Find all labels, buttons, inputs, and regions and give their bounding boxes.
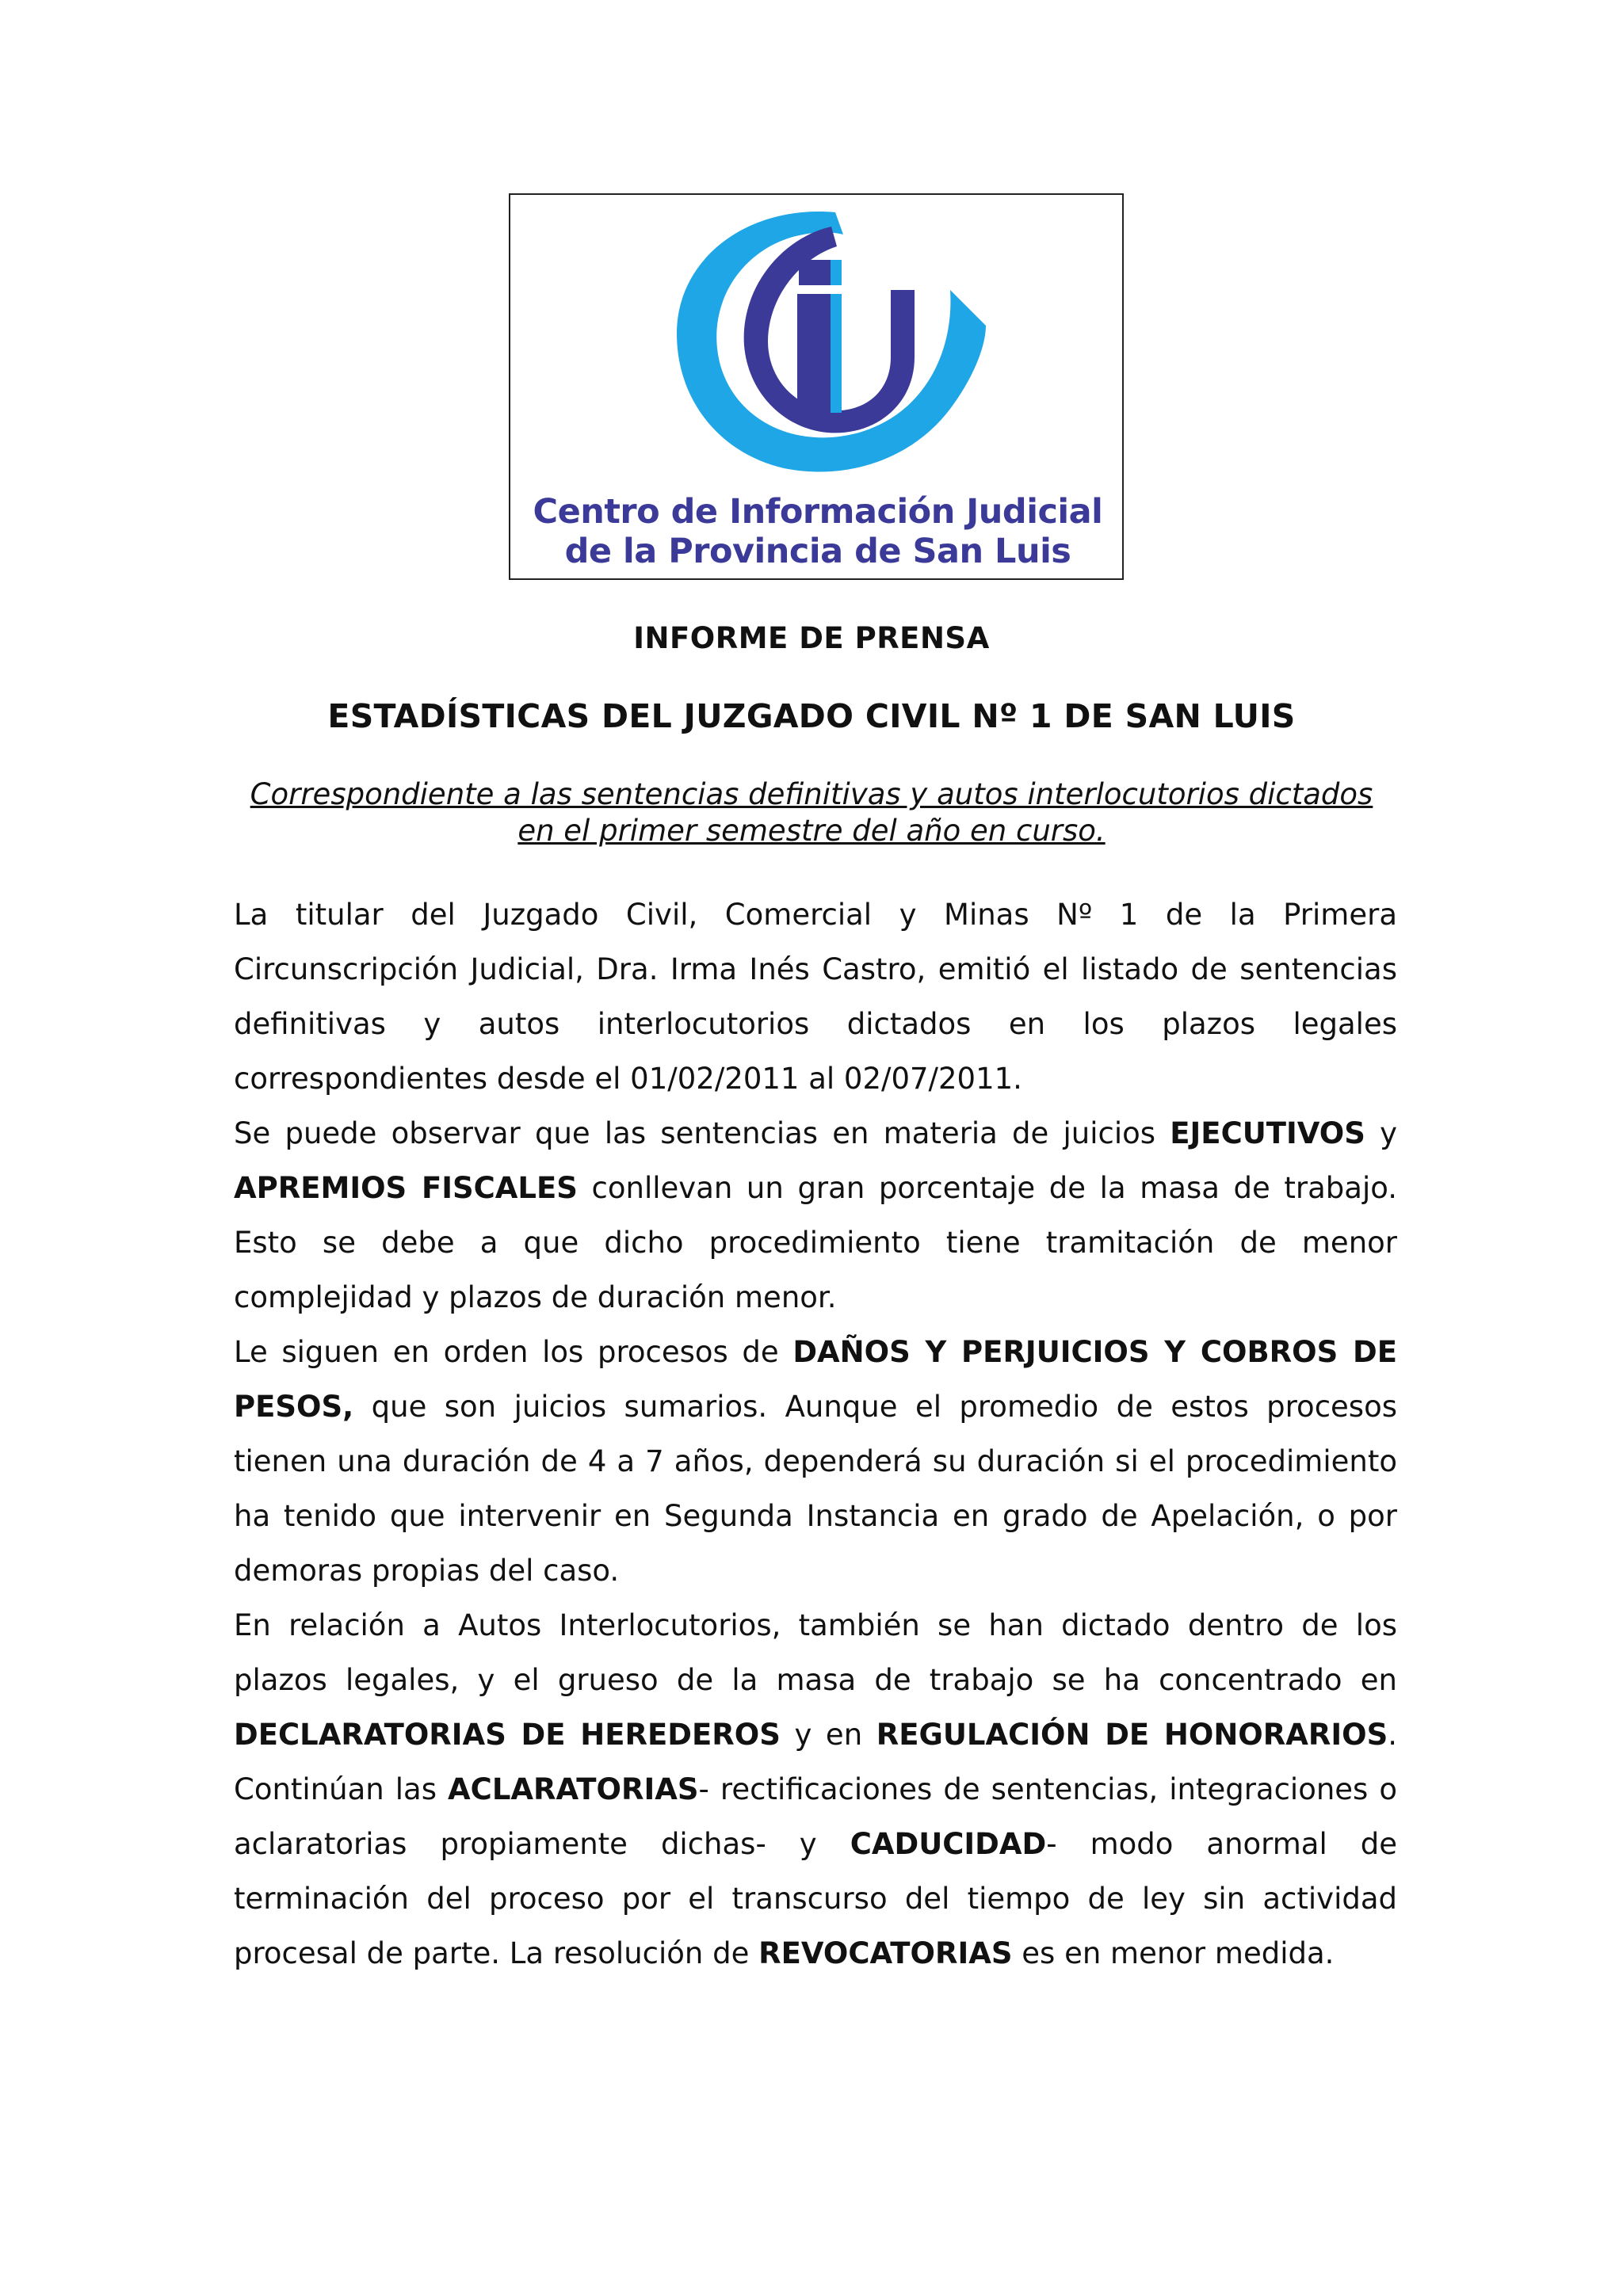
p4-text-4: - rectificaciones de sentencias, integraciones o aclaratorias propiamente dichas- y xyxy=(234,1772,1397,1861)
paragraph-1: La titular del Juzgado Civil, Comercial y Minas Nº 1 de la Primera Circunscripción Judicial, Dra. Irma Inés Castro, emitió el listado de sentencias definitivas y autos interlocutorios dictados en los plazos legales correspondientes desde el 01/02/2011 al 02/07/2011. xyxy=(234,898,1397,1096)
p4-bold-caducidad: CADUCIDAD xyxy=(850,1827,1047,1861)
report-label: INFORME DE PRENSA xyxy=(633,621,990,655)
p2-bold-ejecutivos: EJECUTIVOS xyxy=(1170,1116,1365,1150)
report-title: ESTADÍSTICAS DEL JUZGADO CIVIL Nº 1 DE SAN LUIS xyxy=(327,697,1296,735)
subtitle-line2: en el primer semestre del año en curso. xyxy=(517,814,1106,848)
logo-i-dot xyxy=(799,260,831,285)
logo-i-stem-shade xyxy=(831,294,842,413)
report-subtitle xyxy=(222,776,1401,849)
subtitle-line1: Correspondiente a las sentencias definitivas y autos interlocutorios dictados xyxy=(250,777,1373,811)
p3-text-2: que son juicios sumarios. Aunque el promedio de estos procesos tienen una duración de 4 a 7 años, dependerá su duración si el procedimiento ha tenido que intervenir en Segunda Instancia en grado de Apelación, o por demoras propias del caso. xyxy=(234,1390,1397,1588)
p4-bold-revocatorias: REVOCATORIAS xyxy=(758,1936,1013,1970)
p3-text-1: Le siguen en orden los procesos de xyxy=(234,1335,793,1369)
logo-i-dot-shade xyxy=(831,260,842,285)
p3-bold-danos: DAÑOS Y PERJUICIOS Y COBROS DE PESOS, xyxy=(234,1335,1397,1424)
p2-text-3: conllevan un gran porcentaje de la masa de trabajo. Esto se debe a que dicho procedimiento tiene tramitación de menor complejidad y plazos de duración menor. xyxy=(234,1171,1397,1314)
p4-text-3: . Continúan las xyxy=(234,1718,1397,1806)
logo-i-stem xyxy=(797,294,831,413)
p2-bold-apremios: APREMIOS FISCALES xyxy=(234,1171,578,1205)
p4-bold-declaratorias: DECLARATORIAS DE HEREDEROS xyxy=(234,1718,781,1752)
p4-text-5: - modo anormal de terminación del proceso por el transcurso del tiempo de ley sin actividad procesal de parte. La resolución de xyxy=(234,1827,1397,1970)
paragraph-4 xyxy=(234,1598,1397,1981)
p4-bold-regulacion: REGULACIÓN DE HONORARIOS xyxy=(876,1718,1388,1752)
logo-box xyxy=(509,193,1124,580)
cij-logo-icon xyxy=(510,195,1125,488)
p2-text-2: y xyxy=(1365,1116,1397,1150)
p2-text-1: Se puede observar que las sentencias en materia de juicios xyxy=(234,1116,1170,1150)
p4-text-1: En relación a Autos Interlocutorios, también se han dictado dentro de los plazos legales, y el grueso de la masa de trabajo se ha concentrado en xyxy=(234,1608,1397,1697)
p4-text-2: y en xyxy=(780,1718,876,1752)
paragraph-3 xyxy=(234,1325,1397,1598)
body-text xyxy=(234,887,1397,1981)
logo-text-line1: Centro de Información Judicial xyxy=(533,492,1103,532)
p4-bold-aclaratorias: ACLARATORIAS xyxy=(448,1772,699,1806)
p4-text-6: es en menor medida. xyxy=(1012,1936,1335,1970)
paragraph-2 xyxy=(234,1106,1397,1325)
logo-text-line2: de la Provincia de San Luis xyxy=(564,532,1071,571)
